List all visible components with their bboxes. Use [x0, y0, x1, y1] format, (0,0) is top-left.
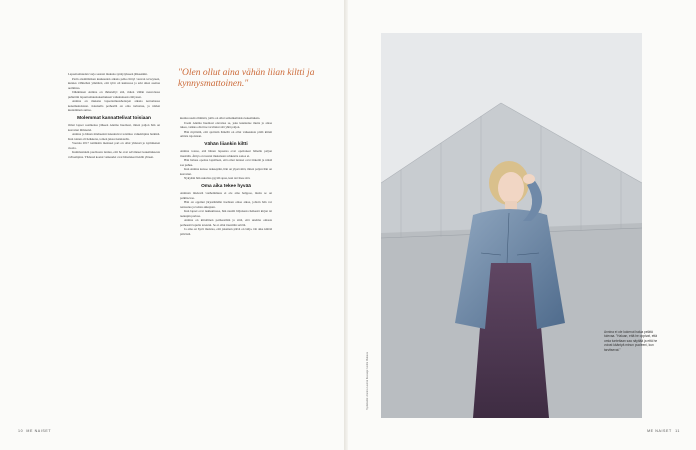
paragraph: Annina toteaa, että hänen lapsensa ovat opettaneet hänelle paljon itsestään. Äitiys on tuonut mukanaan rohkeutta sanoa ei.: [180, 149, 272, 158]
left-page-footer: [18, 429, 51, 433]
pull-quote: "Olen ollut aina vähän liian kiltti ja kynnysmattoinen.": [178, 68, 315, 89]
paragraph: Usein Annina huomasi olevansa se, joka kuuntelee muita ja antaa tukea, vaikka olisi itse tarvinnut sitä yhtä paljon.: [180, 120, 272, 129]
paragraph: Annina ja hänen mieheensä tukeutuivat toisiinsa vaikeimpina hetkinä. Kun toinen oli heikkona, toinen jaksoi kannatella.: [68, 132, 160, 141]
left-magazine-name: ME NAISET: [26, 429, 52, 433]
right-page-number: 11: [675, 429, 680, 433]
article-column-1: [68, 72, 160, 159]
portrait-illustration: [381, 33, 642, 418]
section-heading: Molemmat kannattelivat toisiaan: [77, 115, 151, 121]
paragraph: Annina on kiitollinen perheestään ja siitä, että unelma omasta perheestä lopulta toteutui. Se ei ollut itsestään selvää.: [180, 218, 272, 227]
paragraph: Hän myöntää, että ajoittain hänellä on ollut vaikeuksia pitää kiinni omista rajoistaan.: [180, 129, 272, 138]
paragraph: Hän on oppinut järjestämään itselleen omaa aikaa, jolloin hän voi rentoutua ja ladata akkujaan.: [180, 200, 272, 209]
paragraph: Omat lapset saamiensa jälkeen Annina huomasi, miten paljon hän on kasvanut ihmisenä.: [68, 123, 160, 132]
paragraph: Hän haluaa opettaa lapsilleen, että omat tunteet ovat tärkeitä ja niistä saa puhua.: [180, 158, 272, 167]
paragraph: Kummastakin puolisosta tuntuu, että he ovat selvinneet kokemuksesta vahvempina. Yhdessä koetut vaikeudet ovat hitsanneet heidät yhteen.: [68, 150, 160, 159]
portrait-photo: [381, 33, 642, 418]
section-heading: Vähän liiankin kiltti: [204, 141, 248, 147]
left-page-number: 10: [18, 429, 24, 433]
right-page-footer: [647, 429, 680, 433]
paragraph: Kun Annina katsoo taaksepäin, hän on ylpeä siitä, miten paljon hän on kasvanut.: [180, 167, 272, 176]
paragraph: Vuonna 2017 naimisiin menneet pari on ollut yhdessä jo kymmenen vuotta.: [68, 141, 160, 150]
paragraph: Ja aina on hyvä muistaa, että jokainen päivä on lahja. On aika kiittää päivästä.: [180, 227, 272, 236]
paragraph: Parin ensimmäisen kuukauden aikana pelko liittyi vauvan terveyteen, kunnes vähitellen ymmärsi, että tytär oli kunnossa ja arki alkoi asettua uomiinsa.: [68, 76, 160, 90]
paragraph: Annina on mukana lapsettomuushoitojen aikana kertomassa kokemuksistaan. Jokaisella perheellä on oma tarinansa, ja niiden kuuleminen auttaa.: [68, 99, 160, 112]
paragraph: Jälkikäteen Annina on ihmetellyt sitä, miten vähän neuvolassa puhuttiin lapsettomuuskokemuksen vaikutuksesta äitiyteen.: [68, 90, 160, 99]
paragraph: Kun lapset ovat nukkumassa, hän nauttii hiljaisesta hetkestä kirjan tai teekupin parissa.: [180, 209, 272, 218]
paragraph: kuuluu useita ihmisiä, joilla on ollut samankaltaisia kokemuksia.: [180, 116, 261, 120]
paragraph: Lapsettomuuden varjo seurasi mukana synnytykseen jälkeenkin.: [68, 72, 148, 76]
right-magazine-name: ME NAISET: [647, 429, 672, 433]
paragraph: Nykyään hän uskaltaa pyytää apua, kun tarvitsee sitä.: [184, 176, 251, 180]
paragraph: Anninan mielestä vanhemmuus ei ole aina helppoa, mutta se on palkitsevaa.: [180, 191, 272, 200]
photo-caption: Annina ei ole kokenut halua pelätä tulevaa. "Haluan, että he oppivat, että omia tunteitaan saa näyttää ja että he voivat kääntyä minun puoleeni, kun tarvitsevat.": [604, 330, 658, 352]
section-heading: Oma aika tekee hyvää: [201, 183, 251, 189]
photo-credit: Sydämellä: Annina Lauttal Kuvaaja: Helmi Mukava: [366, 352, 369, 410]
article-column-2: [180, 116, 272, 236]
page-gutter: [344, 0, 348, 450]
